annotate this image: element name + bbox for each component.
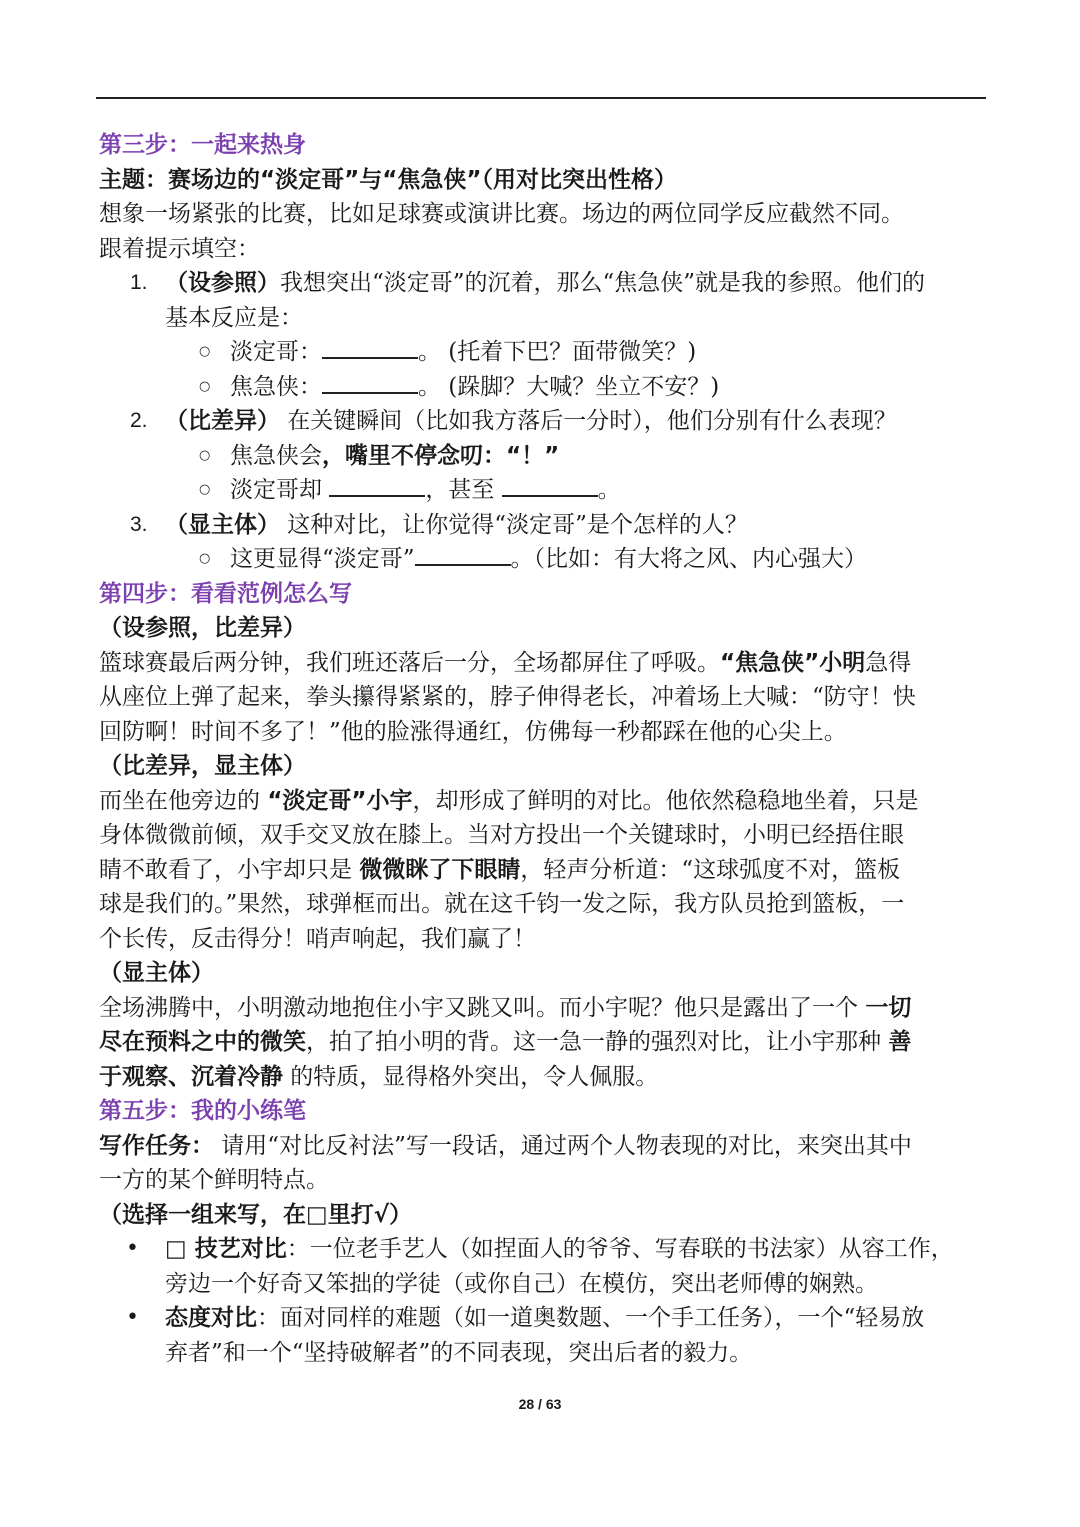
paragraph-line — [99, 1060, 985, 1095]
text-run-bold: 尽在预料之中的微笑 — [99, 1029, 306, 1055]
bullet-item — [99, 1301, 985, 1336]
step3-theme: 主题：赛场边的“淡定哥”与“焦急侠”（用对比突出性格） — [99, 166, 677, 193]
paragraph-line — [99, 1025, 985, 1060]
section-label: （比差异，显主体） — [99, 753, 306, 779]
circle-bullet-icon: ○ — [199, 482, 211, 497]
list-item — [99, 508, 985, 543]
text-run: ，拍了拍小明的背。这一急一静的强烈对比，让小宇那种 — [306, 1029, 889, 1055]
section-label: （设参照，比差异） — [99, 615, 306, 641]
step3-intro-2: 跟着提示填空： — [99, 235, 260, 262]
list-number: 3. — [130, 512, 148, 536]
fill-blank[interactable] — [415, 542, 511, 566]
bullet-item — [99, 1232, 985, 1267]
paragraph-line — [99, 991, 985, 1026]
text-run-bold: 一切 — [865, 994, 912, 1021]
step3-heading: 第三步：一起来热身 — [99, 131, 306, 158]
text-run-bold: 善 — [888, 1029, 912, 1055]
sub-hint: ，嘴里不停念叨：“！” — [322, 442, 560, 469]
sub-item — [99, 439, 985, 474]
sub-hint: 。 (跺脚？大喊？坐立不安？) — [418, 373, 720, 400]
bullet-icon: • — [126, 1236, 139, 1261]
text-run: 睛不敢看了，小宇却只是 — [99, 856, 360, 883]
sub-hint: 。 (托着下巴？面带微笑？) — [418, 339, 697, 365]
list-number: 1. — [130, 271, 148, 294]
fill-blank[interactable] — [322, 370, 418, 394]
paragraph-line — [99, 646, 985, 681]
item-tag: （比差异） — [165, 408, 280, 434]
item-text: 我想突出“淡定哥”的沉着，那么“焦急侠”就是我的参照。他们的 — [280, 270, 926, 296]
paragraph-line — [99, 784, 985, 819]
text-run-bold: 于观察、沉着冷静 — [99, 1063, 283, 1090]
list-item — [99, 404, 985, 439]
item-text-continued: 基本反应是： — [165, 304, 303, 331]
step5-heading: 第五步：我的小练笔 — [99, 1097, 306, 1124]
sub-label: 焦急侠： — [230, 373, 322, 400]
task-line: 一方的某个鲜明特点。 — [99, 1167, 329, 1193]
item-tag: （设参照） — [165, 270, 280, 296]
sub-item — [99, 542, 985, 577]
paragraph-line: 回防啊！时间不多了！”他的脸涨得通红，仿佛每一秒都踩在他的心尖上。 — [99, 718, 847, 745]
bullet-text-continued: 弃者”和一个“坚持破解者”的不同表现，突出后者的毅力。 — [165, 1339, 753, 1366]
text-run: 的特质，显得格外突出，令人佩服。 — [283, 1063, 659, 1090]
circle-bullet-icon: ○ — [199, 447, 211, 463]
text-run: 全场沸腾中，小明激动地抱住小宇又跳又叫。而小宇呢？他只是露出了一个 — [99, 994, 866, 1021]
text-run: 急得 — [865, 649, 912, 676]
paragraph-line: 从座位上弹了起来，拳头攥得紧紧的，脖子伸得老长，冲着场上大喊：“防守！快 — [99, 684, 916, 710]
bullet-text: ：面对同样的难题（如一道奥数题、一个手工任务），一个“轻易放 — [257, 1305, 925, 1331]
header-rule — [96, 97, 986, 99]
text-run: ，却形成了鲜明的对比。他依然稳稳地坐着，只是 — [412, 787, 919, 814]
fill-blank[interactable] — [502, 473, 598, 497]
text-run: 而坐在他旁边的 — [99, 787, 268, 814]
text-run-bold: 微微眯了下眼睛 — [359, 856, 521, 883]
sub-label: 淡定哥： — [230, 339, 322, 365]
list-item — [99, 266, 985, 301]
text-run-bold: “淡定哥”小宇 — [267, 787, 413, 814]
circle-bullet-icon: ○ — [199, 551, 211, 566]
sub-item — [99, 473, 985, 508]
text-run: ，轻声分析道：“这球弧度不对，篮板 — [520, 856, 901, 883]
step4-heading: 第四步：看看范例怎么写 — [99, 579, 352, 607]
step3-intro: 想象一场紧张的比赛，比如足球赛或演讲比赛。场边的两位同学反应截然不同。 — [99, 201, 904, 227]
paragraph-line: 球是我们的。”果然，球弹框而出。就在这千钧一发之际，我方队员抢到篮板，一 — [99, 891, 905, 917]
item-tag: （显主体） — [165, 511, 280, 538]
sub-label: 这更显得“淡定哥” — [230, 546, 415, 572]
text-run-bold: “焦急侠”小明 — [720, 649, 866, 676]
section-label: （显主体） — [99, 960, 214, 986]
sub-hint: 。（比如：有大将之风、内心强大） — [510, 546, 868, 572]
circle-bullet-icon: ○ — [199, 378, 211, 394]
sub-end: 。 — [597, 477, 621, 503]
sub-item — [99, 335, 985, 370]
paragraph-line — [99, 853, 985, 888]
item-text: 这种对比，让你觉得“淡定哥”是个怎样的人？ — [280, 511, 748, 538]
page-number: 28 / 63 — [518, 1396, 562, 1412]
list-number: 2. — [130, 409, 148, 432]
paragraph-line: 身体微微前倾，双手交叉放在膝上。当对方投出一个关键球时，小明已经捂住眼 — [99, 822, 904, 848]
paragraph-line: 个长传，反击得分！哨声响起，我们赢了！ — [99, 925, 536, 952]
sub-label: 焦急侠会 — [230, 442, 322, 469]
choose-instruction: （选择一组来写，在□里打√） — [99, 1201, 413, 1228]
fill-blank[interactable] — [322, 335, 418, 359]
sub-label: 淡定哥却 — [230, 477, 330, 503]
sub-text: ，甚至 — [425, 477, 502, 503]
task-text: 请用“对比反衬法”写一段话，通过两个人物表现的对比，来突出其中 — [214, 1132, 912, 1159]
page-content — [99, 128, 985, 1370]
bullet-text-continued: 旁边一个好奇又笨拙的学徒（或你自己）在模仿，突出老师傅的娴熟。 — [165, 1270, 878, 1297]
task-line — [99, 1129, 985, 1164]
text-run: 篮球赛最后两分钟，我们班还落后一分，全场都屏住了呼吸。 — [99, 649, 720, 676]
circle-bullet-icon: ○ — [199, 344, 211, 359]
fill-blank[interactable] — [329, 473, 425, 497]
bullet-text: ：一位老手艺人（如捏面人的爷爷、写春联的书法家）从容工作， — [286, 1236, 954, 1262]
bullet-icon: • — [126, 1305, 139, 1330]
sub-item — [99, 370, 985, 405]
item-text: 在关键瞬间（比如我方落后一分时），他们分别有什么表现？ — [280, 408, 897, 434]
task-label: 写作任务： — [99, 1132, 214, 1159]
option-title: 态度对比 — [165, 1305, 257, 1331]
option-checkbox[interactable]: □ 技艺对比 — [165, 1236, 287, 1262]
